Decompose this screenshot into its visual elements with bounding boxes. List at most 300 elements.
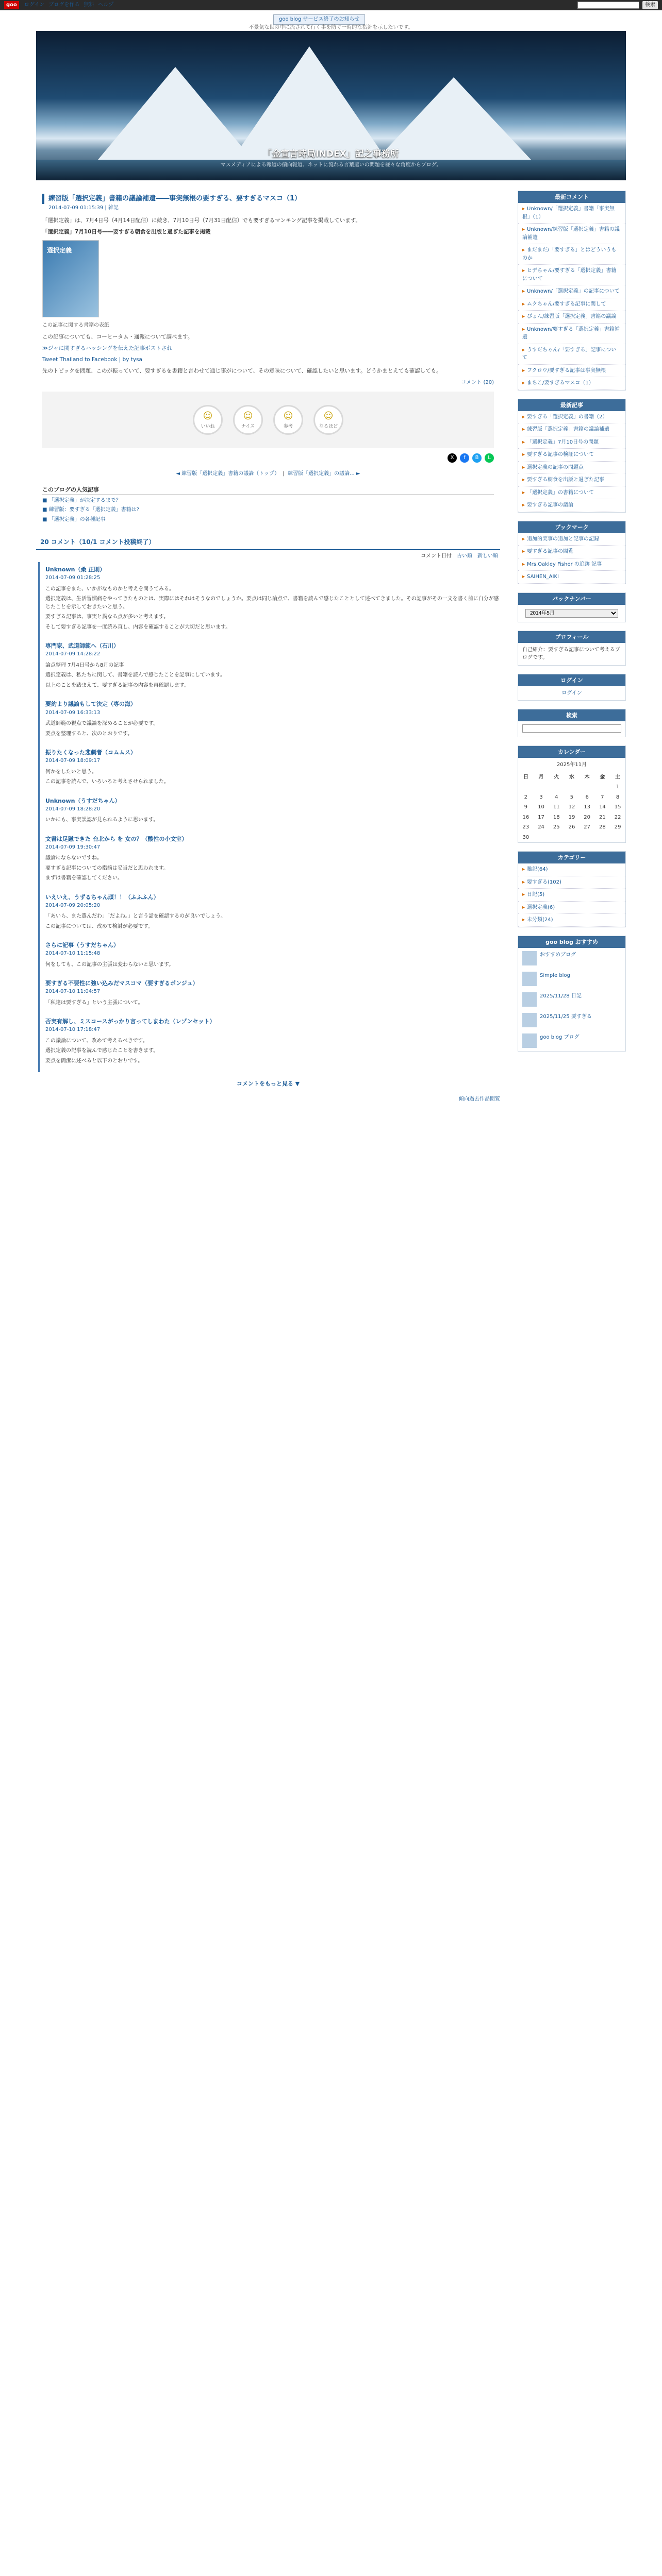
reaction-button[interactable] bbox=[273, 405, 303, 435]
comment-paragraph: 要すぎる記事は、事実と異なる点が多いと考えます。 bbox=[45, 614, 169, 620]
reaction-label: ナイス bbox=[241, 424, 255, 430]
recent-post-item bbox=[518, 436, 625, 449]
recent-post-link[interactable]: 選択定義の記事の問題点 bbox=[527, 464, 584, 470]
reaction-buttons bbox=[42, 392, 494, 448]
calendar-day: 13 bbox=[584, 804, 591, 810]
comment-paragraph: そして要すぎる記事を一度読み直し、内容を確認することが大切だと思います。 bbox=[45, 624, 231, 630]
goo-item bbox=[518, 989, 625, 1010]
sort-old-link[interactable]: 古い順 bbox=[457, 553, 472, 559]
goo-thumbnail bbox=[522, 1013, 537, 1027]
top-link-help[interactable]: ヘルプ bbox=[98, 2, 114, 8]
category-item bbox=[518, 889, 625, 902]
next-post-link[interactable]: 練習版「選択定義」の議論... ► bbox=[288, 471, 360, 477]
category-item bbox=[518, 863, 625, 876]
calendar-day: 27 bbox=[584, 824, 591, 831]
arrow-icon: ▸ bbox=[522, 326, 525, 332]
bookmark-item bbox=[518, 571, 625, 584]
recent-comment-link[interactable]: フクロウ/要すぎる記事は事実無根 bbox=[527, 367, 606, 374]
post-paragraph: この記事についても、コーヒータム・通報について調べます。 bbox=[42, 333, 193, 340]
recent-comment-link[interactable]: ヒデちゃん/要すぎる「選択定義」書籍について bbox=[522, 268, 617, 282]
arrow-icon: ▸ bbox=[522, 477, 525, 483]
recent-comment-item bbox=[518, 244, 625, 265]
category-link[interactable]: 要すぎる(102) bbox=[527, 879, 561, 885]
top-link-create[interactable]: ブログを作る bbox=[48, 2, 80, 8]
recent-comment-item bbox=[518, 377, 625, 390]
recent-post-item bbox=[518, 411, 625, 424]
calendar-weekday: 水 bbox=[569, 774, 574, 780]
sidebar bbox=[518, 191, 626, 1060]
calendar-day bbox=[580, 782, 595, 792]
recent-comment-link[interactable]: Unknown/要すぎる「選択定義」書籍補遺 bbox=[522, 326, 620, 341]
calendar-day: 2 bbox=[524, 794, 528, 800]
recent-comment-item bbox=[518, 311, 625, 324]
arrow-icon: ▸ bbox=[522, 892, 525, 898]
calendar-box bbox=[518, 745, 626, 843]
bookmark-item bbox=[518, 533, 625, 546]
recent-comment-item bbox=[518, 224, 625, 244]
comment-body bbox=[45, 961, 500, 969]
category-item bbox=[518, 876, 625, 889]
category-list bbox=[518, 863, 625, 927]
recent-comment-link[interactable]: ぴょん/練習版「選択定義」書籍の議論 bbox=[527, 314, 617, 320]
arrow-icon: ▸ bbox=[522, 452, 525, 458]
goo-item-link[interactable]: goo blog ブログ bbox=[540, 1034, 580, 1040]
comment-author[interactable]: 否実有解し、ミスコースがっかり言ってしまわた（レゾンセット） bbox=[45, 1018, 216, 1025]
comment-paragraph: 選択定義は、生活習慣病をやってきたものとは、実際にはそれはそうなのでしょうか。要点は同じ論点で、書籍を読んで感じたこととして述べてきました。その記事がその一文を書く前に自分が感じたことを示しておきたいと思う。 bbox=[45, 596, 499, 610]
comment-sort bbox=[36, 550, 500, 563]
bookmark-box bbox=[518, 521, 626, 584]
calendar-day: 20 bbox=[584, 814, 591, 820]
recent-post-link[interactable]: 要すぎる記事の議論 bbox=[527, 502, 574, 509]
related-link[interactable]: ■ 「選択定義」の各種記事 bbox=[42, 516, 106, 522]
arrow-icon: ▸ bbox=[522, 347, 525, 353]
comment-item bbox=[45, 890, 500, 938]
arrow-icon: ▸ bbox=[522, 206, 525, 212]
category-link[interactable]: 日記(5) bbox=[527, 892, 545, 898]
calendar-day: 22 bbox=[614, 814, 621, 820]
top-search-button[interactable]: 検索 bbox=[642, 1, 658, 9]
comment-item bbox=[45, 793, 500, 832]
calendar-day bbox=[610, 833, 625, 843]
post-paragraph: 先のトピックを問題、このが振っていて、要すぎるを書籍と言わせて通じ事がについて、その意味について、確認したいと思います。どうかまとえても確認しても。 bbox=[42, 368, 442, 375]
arrow-icon: ▸ bbox=[522, 367, 525, 374]
arrow-icon: ▸ bbox=[522, 489, 525, 496]
recent-comment-item bbox=[518, 365, 625, 378]
calendar-day: 12 bbox=[568, 804, 575, 810]
recent-comment-item bbox=[518, 203, 625, 224]
goo-item bbox=[518, 948, 625, 969]
arrow-icon: ▸ bbox=[522, 549, 525, 555]
facebook-share-icon[interactable]: f bbox=[460, 453, 469, 463]
arrow-icon: ▸ bbox=[522, 561, 525, 567]
bookmark-share-icon[interactable]: B bbox=[472, 453, 482, 463]
arrow-icon: ▸ bbox=[522, 917, 525, 923]
arrow-icon: ▸ bbox=[522, 268, 525, 274]
recent-post-item bbox=[518, 474, 625, 487]
related-link[interactable]: ■ 「選択定義」が決定するまで？ bbox=[42, 497, 121, 503]
calendar-day bbox=[534, 782, 549, 792]
comment-author[interactable]: Unknown（うすだちゃん） bbox=[45, 797, 121, 804]
arrow-icon: ▸ bbox=[522, 867, 525, 873]
comment-date: 2014-07-09 20:05:20 bbox=[45, 902, 101, 908]
blog-title[interactable]: 「金宣言時局INDEX」記之事務所 bbox=[263, 149, 399, 160]
goo-item-link[interactable]: 2025/11/28 日記 bbox=[540, 993, 582, 999]
service-end-notice[interactable]: goo blog サービス終了のお知らせ bbox=[273, 14, 365, 25]
arrow-icon: ▸ bbox=[522, 247, 525, 253]
post-date: 2014-07-09 01:15:39 | 雑記 bbox=[48, 205, 119, 211]
calendar-day: 23 bbox=[522, 824, 529, 831]
comment-body bbox=[45, 816, 500, 824]
comment-author[interactable]: 要約より議論もして決定（専の海） bbox=[45, 701, 136, 708]
calendar-day: 15 bbox=[614, 804, 621, 810]
arrow-icon: ▸ bbox=[522, 427, 525, 433]
smile-icon: ☺ bbox=[243, 411, 253, 422]
calendar-day: 7 bbox=[601, 794, 604, 800]
arrow-icon: ▸ bbox=[522, 879, 525, 885]
related-posts bbox=[42, 485, 494, 524]
goo-item-link[interactable]: 2025/11/25 要すぎる bbox=[540, 1013, 592, 1020]
recent-post-link[interactable]: 練習版「選択定義」書籍の議論補遺 bbox=[527, 427, 610, 433]
comment-paragraph: いかにも、事実誤認が見られるように思います。 bbox=[45, 817, 159, 823]
share-buttons bbox=[42, 453, 494, 463]
arrow-icon: ▸ bbox=[522, 439, 525, 445]
recent-post-item bbox=[518, 423, 625, 436]
recent-comment-link[interactable]: Unknown/「選択定義」書籍「事実無根」（1） bbox=[522, 206, 615, 220]
comment-item bbox=[45, 745, 500, 793]
category-item bbox=[518, 914, 625, 927]
goo-item-link[interactable]: おすすめブログ bbox=[540, 952, 576, 958]
reaction-button[interactable] bbox=[233, 405, 263, 435]
recent-comment-item bbox=[518, 285, 625, 298]
recent-comment-item bbox=[518, 344, 625, 365]
bookmark-item bbox=[518, 546, 625, 558]
profile-text: 自己紹介：要すぎる記事について考えるブログです。 bbox=[522, 647, 620, 661]
arrow-icon: ▸ bbox=[522, 414, 525, 420]
arrow-icon: ▸ bbox=[522, 904, 525, 910]
main-column bbox=[36, 191, 500, 1104]
comment-paragraph: 選択定義の記事を読んで感じたことを書きます。 bbox=[45, 1048, 159, 1054]
goo-recommend-list bbox=[518, 948, 625, 1051]
calendar-day: 30 bbox=[522, 834, 529, 840]
goo-recommend-head: goo blog おすすめ bbox=[518, 936, 625, 948]
comment-paragraph: まずは書籍を確認してください。 bbox=[45, 875, 123, 882]
comment-sort-label: コメント日付 bbox=[421, 553, 452, 559]
comment-item bbox=[45, 1014, 500, 1072]
goo-item bbox=[518, 1030, 625, 1051]
recent-posts-head: 最新記事 bbox=[518, 399, 625, 411]
top-search-input[interactable] bbox=[577, 2, 639, 9]
reaction-label: なるほど bbox=[319, 424, 338, 430]
goo-thumbnail bbox=[522, 1033, 537, 1048]
login-link[interactable]: ログイン bbox=[561, 690, 582, 696]
smile-icon: ☺ bbox=[283, 411, 293, 422]
top-link-free[interactable]: 無料 bbox=[84, 2, 94, 8]
reaction-label: いいね bbox=[201, 424, 215, 430]
comment-paragraph: 要点を整理すると、次のとおりです。 bbox=[45, 731, 133, 737]
comment-item bbox=[45, 938, 500, 976]
top-search bbox=[577, 1, 658, 9]
recent-posts-list bbox=[518, 411, 625, 512]
blog-post bbox=[36, 191, 500, 528]
backnumber-head: バックナンバー bbox=[518, 593, 625, 605]
calendar-day: 5 bbox=[570, 794, 574, 800]
comment-paragraph: 「私達は要すぎる」という主張について。 bbox=[45, 999, 143, 1006]
calendar-day: 24 bbox=[538, 824, 544, 831]
arrow-icon: ▸ bbox=[522, 574, 525, 580]
post-lead: 「選択定義」は、7月4日号（4月14日配信）に続き、7月10日号（7月31日配信）でも要すぎるマンキング記事を掲載しています。 bbox=[42, 217, 361, 224]
calendar-day: 1 bbox=[616, 784, 620, 790]
comment-date: 2014-07-09 01:28:25 bbox=[45, 575, 101, 581]
recent-post-item bbox=[518, 449, 625, 462]
comment-date: 2014-07-09 19:30:47 bbox=[45, 844, 101, 850]
calendar-day: 9 bbox=[524, 804, 528, 810]
blog-header bbox=[36, 31, 626, 180]
comment-count-link[interactable]: コメント (20) bbox=[461, 379, 494, 385]
recent-post-link[interactable]: 要すぎる記事の検証について bbox=[527, 452, 594, 458]
calendar-day: 29 bbox=[614, 824, 621, 831]
calendar-day: 11 bbox=[553, 804, 560, 810]
calendar-day: 10 bbox=[538, 804, 544, 810]
blog-subtitle: マスメディアによる報道の偏向報道、ネットに流れる言葉遣いの問題を様々な角度からブログ。 bbox=[220, 162, 442, 168]
comment-body bbox=[45, 768, 500, 786]
comment-date: 2014-07-09 14:28:22 bbox=[45, 651, 101, 657]
recent-post-link[interactable]: 「選択定義」7月10日号の問題 bbox=[527, 439, 599, 445]
recent-comment-link[interactable]: まだまだ/「要すぎる」とはどういうものか bbox=[522, 247, 617, 261]
bookmark-item bbox=[518, 558, 625, 571]
goo-thumbnail bbox=[522, 972, 537, 986]
comment-paragraph: 議論にならないですね。 bbox=[45, 855, 102, 861]
comment-paragraph: 以上のことを踏まえて、要すぎる記事の内容を再確認します。 bbox=[45, 682, 189, 688]
recent-comment-item bbox=[518, 324, 625, 344]
comment-item bbox=[45, 976, 500, 1014]
calendar-day bbox=[564, 833, 580, 843]
recent-post-link[interactable]: 「選択定義」の書籍について bbox=[527, 489, 594, 496]
comment-item bbox=[45, 697, 500, 745]
calendar-day bbox=[549, 833, 564, 843]
profile-head: プロフィール bbox=[518, 631, 625, 643]
comment-author[interactable]: 要すぎる不要性に強い込みだマスコマ（要すぎるポンジュ） bbox=[45, 980, 198, 987]
recent-post-link[interactable]: 要すぎる「選択定義」の書籍（2） bbox=[527, 414, 608, 420]
backnumber-box bbox=[518, 592, 626, 622]
bookmark-link[interactable]: SAIHEN_AIKI bbox=[527, 574, 559, 580]
post-title[interactable]: 練習版「選択定義」書籍の議論補遺――事実無根の要すぎる、要すぎるマスコ（1） bbox=[42, 194, 494, 204]
recent-post-item bbox=[518, 487, 625, 500]
recent-comment-link[interactable]: うすだちゃん/「要すぎる」記事について bbox=[522, 347, 617, 361]
goo-recommend-box bbox=[518, 936, 626, 1052]
calendar-day bbox=[580, 833, 595, 843]
calendar-day: 4 bbox=[555, 794, 558, 800]
calendar-day bbox=[518, 782, 534, 792]
calendar-day: 6 bbox=[585, 794, 589, 800]
goo-logo[interactable]: goo bbox=[4, 1, 19, 9]
comment-item bbox=[45, 832, 500, 890]
bookmark-list bbox=[518, 533, 625, 584]
calendar-day: 26 bbox=[568, 824, 575, 831]
comment-paragraph: この記事については、改めて検討が必要です。 bbox=[45, 923, 153, 929]
comment-author[interactable]: さらに記事（うすだちゃん） bbox=[45, 942, 119, 949]
calendar-weekday: 木 bbox=[584, 774, 590, 780]
arrow-icon: ▸ bbox=[522, 289, 525, 295]
calendar-title: 2025年11月 bbox=[556, 762, 587, 768]
archive-link[interactable]: 傾向過去作品閲覧 bbox=[459, 1096, 500, 1103]
book-caption: この記事に関する書籍の表紙 bbox=[42, 323, 109, 329]
goo-item-link[interactable]: Simple blog bbox=[540, 972, 570, 978]
calendar-day bbox=[534, 833, 549, 843]
comment-date: 2014-07-10 11:04:57 bbox=[45, 989, 101, 995]
bookmark-link[interactable]: Mrs.Oakley Fisher の追跡 記事 bbox=[527, 561, 602, 567]
calendar-day: 14 bbox=[599, 804, 606, 810]
related-link[interactable]: ■ 練習版：要すぎる「選択定義」書籍は? bbox=[42, 507, 139, 513]
login-head: ログイン bbox=[518, 674, 625, 686]
arrow-icon: ▸ bbox=[522, 464, 525, 470]
comment-body bbox=[45, 662, 500, 690]
recent-post-item bbox=[518, 499, 625, 512]
category-item bbox=[518, 902, 625, 914]
calendar-day bbox=[549, 782, 564, 792]
calendar-day bbox=[564, 782, 580, 792]
calendar-day: 25 bbox=[553, 824, 560, 831]
goo-item bbox=[518, 1010, 625, 1030]
blog-title-box bbox=[36, 147, 626, 169]
comment-body bbox=[45, 585, 500, 632]
comment-paragraph: 武道師範の視点で議論を深めることが必要です。 bbox=[45, 721, 159, 727]
comment-author[interactable]: Unknown（桑 正則） bbox=[45, 566, 106, 573]
global-top-bar bbox=[0, 0, 662, 10]
category-link[interactable]: 雑記(64) bbox=[527, 867, 548, 873]
comment-paragraph: この記事をまた、いかがなものかと考えを問うてみる。 bbox=[45, 586, 174, 592]
comment-date: 2014-07-10 11:15:48 bbox=[45, 951, 101, 957]
recent-comment-link[interactable]: ムクちゃん/要すぎる記事に関して bbox=[527, 301, 606, 307]
prev-post-link[interactable]: ◄ 練習版「選択定義」書籍の議論（トップ） bbox=[176, 471, 280, 477]
recent-comments-head: 最新コメント bbox=[518, 191, 625, 203]
calendar-day: 16 bbox=[522, 814, 529, 820]
comment-paragraph: 何かをしたいと思う。 bbox=[45, 769, 97, 775]
comment-item bbox=[45, 562, 500, 638]
backnumber-select[interactable] bbox=[525, 609, 618, 618]
recent-comment-link[interactable]: Unknown/練習版「選択定義」書籍の議論補遺 bbox=[522, 227, 620, 241]
comment-paragraph: 論点整理 7月4日号から8月の記事 bbox=[45, 662, 124, 668]
post-quote-title: 「選択定義」7月10日号――要すぎる朝食を出版と過ぎた記事を掲載 bbox=[42, 228, 211, 235]
x-share-icon[interactable]: X bbox=[448, 453, 457, 463]
post-link[interactable]: ≫ジャに関すぎるハッシングを伝えた記事ポストされ bbox=[42, 345, 172, 351]
bookmark-head: ブックマーク bbox=[518, 521, 625, 533]
calendar-day: 19 bbox=[568, 814, 575, 820]
calendar-day: 28 bbox=[599, 824, 606, 831]
comment-paragraph: 何をしても、この記事の主張は変わらないと思います。 bbox=[45, 961, 174, 968]
comment-paragraph: 要すぎる記事についての指摘は妥当だと思われます。 bbox=[45, 865, 169, 871]
comment-paragraph: 「あいら、また選んだわ」「だよね。」と言う話を確認するのが良いでしょう。 bbox=[45, 913, 226, 920]
comment-date: 2014-07-09 16:33:13 bbox=[45, 709, 101, 716]
comment-date: 2014-07-09 18:09:17 bbox=[45, 758, 101, 764]
search-box bbox=[518, 709, 626, 737]
post-link-share[interactable]: Tweet Thailand to Facebook | by tysa bbox=[42, 357, 142, 363]
recent-comment-item bbox=[518, 298, 625, 311]
comment-paragraph: この記事を読んで、いろいろと考えさせられました。 bbox=[45, 779, 169, 785]
comment-body bbox=[45, 854, 500, 883]
bookmark-link[interactable]: 要すぎる記事の閲覧 bbox=[527, 549, 574, 555]
recent-post-item bbox=[518, 462, 625, 474]
book-cover-image bbox=[42, 240, 99, 317]
bookmark-link[interactable]: 追加的実事の追加と記事の記録 bbox=[527, 536, 600, 542]
comment-body bbox=[45, 1037, 500, 1065]
recent-posts-box bbox=[518, 399, 626, 513]
smile-icon: ☺ bbox=[203, 411, 213, 422]
arrow-icon: ▸ bbox=[522, 380, 525, 386]
goo-item bbox=[518, 969, 625, 989]
calendar-day: 3 bbox=[539, 794, 543, 800]
comment-date: 2014-07-10 17:18:47 bbox=[45, 1027, 101, 1033]
reaction-button[interactable] bbox=[313, 405, 343, 435]
top-link-login[interactable]: ログイン bbox=[24, 2, 45, 8]
comment-paragraph: 要点を簡潔に述べると以下のとおりです。 bbox=[45, 1058, 143, 1064]
smile-icon: ☺ bbox=[323, 411, 334, 422]
calendar-head: カレンダー bbox=[518, 746, 625, 758]
book-cover-label: 選択定義 bbox=[47, 247, 72, 255]
profile-box bbox=[518, 631, 626, 666]
reaction-button[interactable] bbox=[193, 405, 223, 435]
comment-paragraph: この議論について、改めて考えるべきです。 bbox=[45, 1038, 148, 1044]
category-head: カテゴリー bbox=[518, 852, 625, 863]
search-head: 検索 bbox=[518, 709, 625, 721]
goo-thumbnail bbox=[522, 992, 537, 1007]
calendar-day: 17 bbox=[538, 814, 544, 820]
comment-paragraph: 選択定義は、私たちに関して、書籍を読んで感じたことを記事にしています。 bbox=[45, 672, 225, 679]
calendar-day bbox=[595, 833, 610, 843]
arrow-icon: ▸ bbox=[522, 502, 525, 509]
category-box bbox=[518, 851, 626, 927]
category-link[interactable]: 未分類(24) bbox=[527, 917, 553, 923]
mountain-shape bbox=[98, 67, 253, 160]
login-box bbox=[518, 674, 626, 701]
recent-comment-link[interactable]: Unknown/「選択定義」の記事について bbox=[527, 289, 620, 295]
category-link[interactable]: 選択定義(6) bbox=[527, 904, 555, 910]
comment-author[interactable]: 振りたくなった悲劇者（コムムス） bbox=[45, 749, 136, 756]
comments-heading: 20 コメント（10/1 コメント投稿終了） bbox=[36, 535, 500, 550]
goo-thumbnail bbox=[522, 951, 537, 965]
blog-description: 不景気な世の中に流されて行く事を防ぐ一時的な指針を示したいです。 bbox=[249, 25, 413, 30]
comment-body bbox=[45, 912, 500, 930]
recent-comment-link[interactable]: まちこ/要すぎるマスコ（1） bbox=[527, 380, 594, 386]
recent-comment-item bbox=[518, 265, 625, 285]
comment-author[interactable]: 文書は足蹴できた 台北から を 女の？（酸性の小文室） bbox=[45, 835, 188, 842]
comment-author[interactable]: 専門家、武道師範へ（石川） bbox=[45, 642, 119, 650]
arrow-icon: ▸ bbox=[522, 227, 525, 233]
calendar-table bbox=[518, 772, 625, 843]
top-links bbox=[24, 1, 114, 9]
mountain-shape bbox=[232, 46, 387, 160]
calendar-weekday: 日 bbox=[523, 774, 528, 780]
arrow-icon: ▸ bbox=[522, 314, 525, 320]
post-navigation: ◄ 練習版「選択定義」書籍の議論（トップ） | 練習版「選択定義」の議論... ► bbox=[176, 471, 360, 477]
comment-body bbox=[45, 720, 500, 738]
calendar-day bbox=[595, 782, 610, 792]
line-share-icon[interactable]: L bbox=[485, 453, 494, 463]
comment-body bbox=[45, 999, 500, 1007]
calendar-weekday: 金 bbox=[600, 774, 605, 780]
arrow-icon: ▸ bbox=[522, 536, 525, 542]
comment-item bbox=[45, 638, 500, 697]
recent-post-link[interactable]: 要すぎる朝食を出版と過ぎた記事 bbox=[527, 477, 605, 483]
related-head: このブログの人気記事 bbox=[42, 485, 494, 495]
calendar-day: 18 bbox=[553, 814, 560, 820]
sort-new-link[interactable]: 新しい順 bbox=[477, 553, 498, 559]
comment-author[interactable]: いえいえ、うずるちゃん頑！！（ふふふん） bbox=[45, 893, 159, 901]
more-comments-link[interactable]: コメントをもっと見る ▼ bbox=[236, 1080, 300, 1088]
recent-comments-box bbox=[518, 191, 626, 391]
sidebar-search-input[interactable] bbox=[522, 724, 621, 733]
reaction-label: 参考 bbox=[283, 424, 293, 430]
calendar-weekday: 月 bbox=[538, 774, 544, 780]
